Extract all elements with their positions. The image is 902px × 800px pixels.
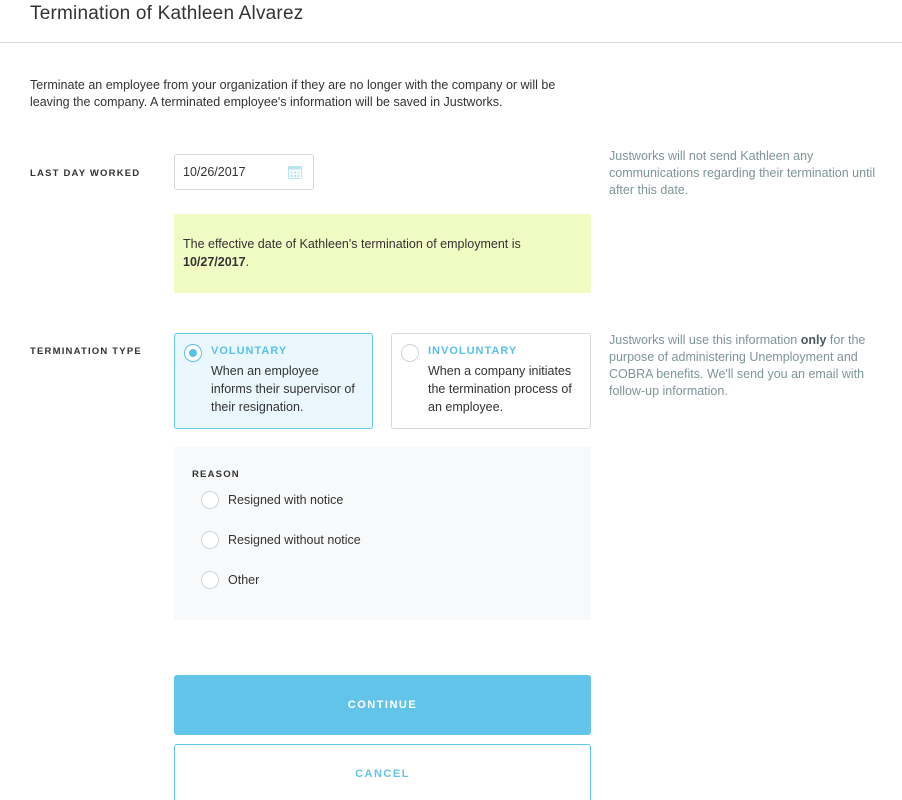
last-day-worked-value: 10/26/2017 (183, 165, 246, 179)
continue-button[interactable]: CONTINUE (174, 675, 591, 735)
reason-option-label: Resigned without notice (228, 533, 361, 547)
last-day-worked-input[interactable] (174, 154, 314, 190)
page-header (0, 0, 902, 43)
reason-label: REASON (192, 469, 240, 480)
reason-option-label: Other (228, 573, 260, 587)
voluntary-description: When an employee informs their supervisor of their resignation. (211, 364, 355, 414)
last-day-worked-label: LAST DAY WORKED (30, 168, 141, 179)
notice-effective-date: 10/27/2017 (183, 255, 246, 269)
help-text-emphasis: only (800, 333, 827, 347)
reason-radio-with-notice[interactable] (201, 491, 219, 509)
cancel-button[interactable]: CANCEL (174, 744, 591, 800)
involuntary-radio[interactable] (401, 344, 419, 362)
involuntary-description: When a company initiates the termination process of an employee. (428, 364, 572, 414)
reason-option-label: Resigned with notice (228, 493, 344, 507)
voluntary-radio[interactable] (184, 344, 202, 362)
effective-date-notice (174, 214, 591, 293)
involuntary-title: INVOLUNTARY (428, 345, 518, 357)
help-text-end: for the purpose of administering Unemployment and COBRA benefits. We'll send you an email with follow-up information. (609, 333, 866, 398)
reason-option-other[interactable] (201, 571, 259, 589)
notice-text: The effective date of Kathleen's termination of employment is (183, 237, 521, 251)
last-day-help-text: Justworks will not send Kathleen any communications regarding their termination until after this date. (609, 149, 876, 197)
reason-radio-other[interactable] (201, 571, 219, 589)
reason-option-resigned-with-notice[interactable] (201, 491, 343, 509)
reason-radio-without-notice[interactable] (201, 531, 219, 549)
termination-type-voluntary[interactable] (174, 333, 373, 429)
reason-panel (174, 447, 591, 620)
page-title: Termination of Kathleen Alvarez (30, 3, 304, 24)
termination-type-label: TERMINATION TYPE (30, 346, 142, 357)
termination-type-help-text (609, 332, 884, 400)
termination-type-involuntary[interactable] (391, 333, 591, 429)
reason-option-resigned-without-notice[interactable] (201, 531, 361, 549)
voluntary-title: VOLUNTARY (211, 345, 288, 357)
intro-text: Terminate an employee from your organization if they are no longer with the company or will be leaving the company. A terminated employee's information will be saved in Justworks. (30, 78, 556, 109)
notice-text-end: . (245, 255, 250, 269)
help-text-start: Justworks will use this information (609, 333, 801, 347)
calendar-icon[interactable] (288, 165, 302, 179)
